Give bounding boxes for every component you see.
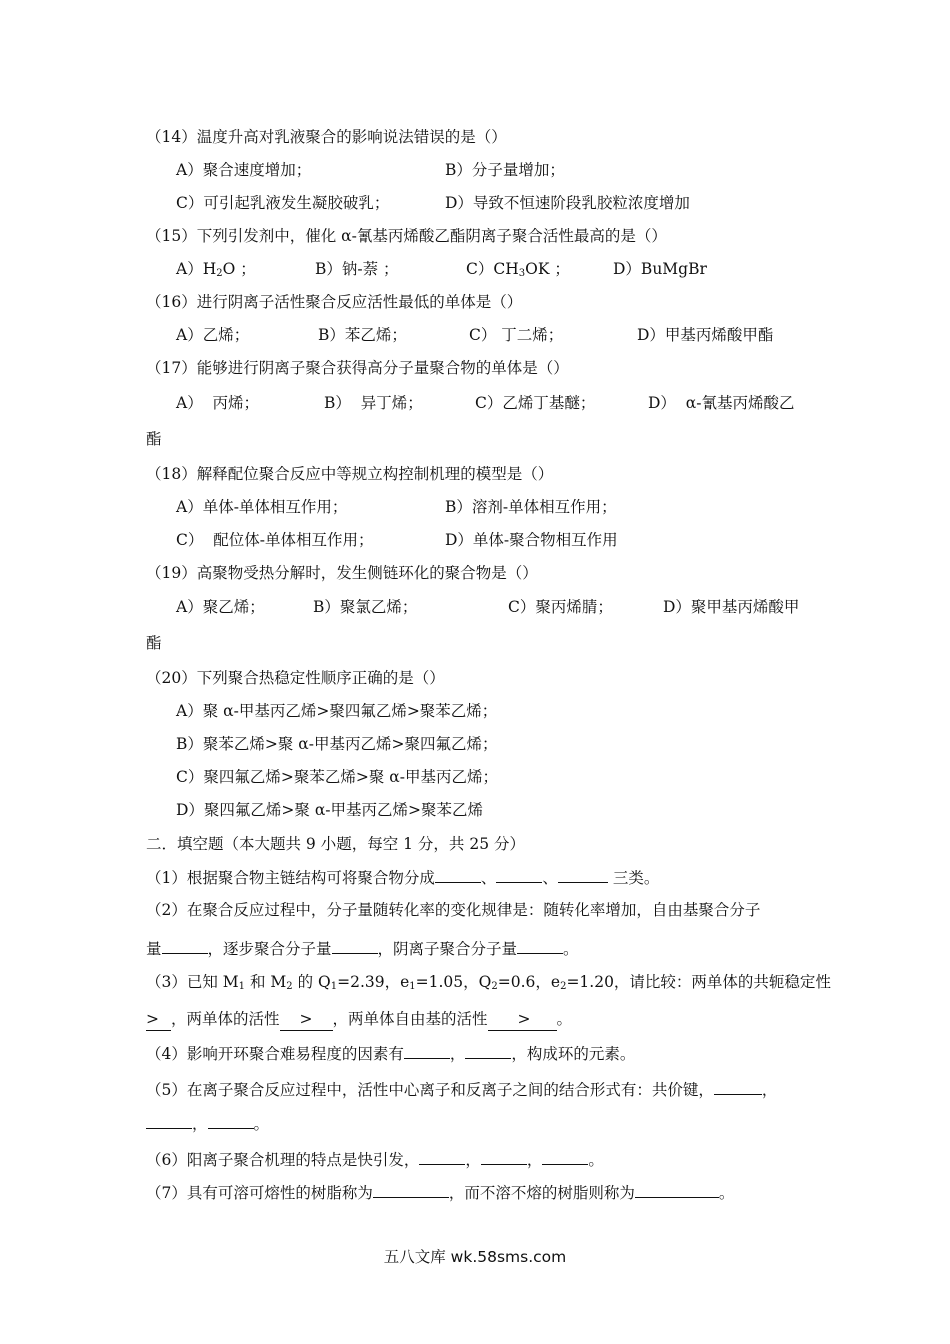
question-19-option-d: D）聚甲基丙烯酸甲 <box>663 598 800 616</box>
fill-6: （6）阳离子聚合机理的特点是快引发， ， ， 。 <box>146 1148 604 1171</box>
question-20-option-d: D）聚四氟乙烯>聚 α-甲基丙乙烯>聚苯乙烯 <box>176 801 484 819</box>
fill-5-blank-2 <box>146 1112 192 1129</box>
question-19-stem: （19）高聚物受热分解时，发生侧链环化的聚合物是（） <box>146 564 538 582</box>
question-20-stem: （20）下列聚合热稳定性顺序正确的是（） <box>146 669 445 687</box>
fill-3-answer-2: > <box>280 1008 333 1031</box>
question-17-option-a: A） 丙烯； <box>176 394 260 412</box>
fill-2-blank-1 <box>162 937 208 954</box>
footer-watermark: 五八文库 wk.58sms.com <box>383 1248 567 1266</box>
fill-4: （4）影响开环聚合难易程度的因素有 ， ，构成环的元素。 <box>146 1042 635 1065</box>
question-16-option-b: B）苯乙烯； <box>318 326 407 344</box>
question-20-option-a: A）聚 α-甲基丙乙烯>聚四氟乙烯>聚苯乙烯； <box>176 702 498 720</box>
fill-2-blank-2 <box>332 937 378 954</box>
question-14-option-a: A）聚合速度增加； <box>176 161 312 179</box>
question-16-option-d: D）甲基丙烯酸甲酯 <box>637 326 774 344</box>
question-20-option-b: B）聚苯乙烯>聚 α-甲基丙乙烯>聚四氟乙烯； <box>176 735 498 753</box>
fill-2-blank-3 <box>517 937 563 954</box>
fill-5-line-2: ， 。 <box>146 1112 269 1135</box>
question-14-stem: （14）温度升高对乳液聚合的影响说法错误的是（） <box>146 128 507 146</box>
question-19-option-d-continued: 酯 <box>146 634 162 652</box>
question-19-option-a: A）聚乙烯； <box>176 598 265 616</box>
fill-5-line-1: （5）在离子聚合反应过程中，活性中心离子和反离子之间的结合形式有：共价键， ， <box>146 1078 777 1101</box>
fill-3-answer-1: > <box>146 1008 171 1031</box>
question-17-option-b: B） 异丁烯； <box>324 394 423 412</box>
fill-6-blank-2 <box>481 1148 527 1165</box>
fill-2-line-2: 量 ，逐步聚合分子量 ，阴离子聚合分子量 。 <box>146 937 579 960</box>
fill-1-blank-1 <box>435 866 481 883</box>
fill-1: （1）根据聚合物主链结构可将聚合物分成 、 、 三类。 <box>146 866 659 889</box>
fill-7-blank-1 <box>373 1181 449 1198</box>
fill-1-blank-3 <box>558 866 608 883</box>
question-19-option-c: C）聚丙烯腈； <box>508 598 613 616</box>
question-15-option-c: $C)CH_3OK$ ； <box>466 260 570 279</box>
section-2-title: 二．填空题（本大题共 9 小题，每空 1 分，共 25 分） <box>146 835 526 853</box>
question-15-option-d: D）BuMgBr <box>613 260 707 278</box>
question-18-option-a: A）单体-单体相互作用； <box>176 498 348 516</box>
fill-7-blank-2 <box>635 1181 719 1198</box>
question-15-stem: （15）下列引发剂中，催化 α-氰基丙烯酸乙酯阴离子聚合活性最高的是（） <box>146 227 667 245</box>
fill-7: （7）具有可溶可熔性的树脂称为 ，而不溶不熔的树脂则称为 。 <box>146 1181 734 1204</box>
question-17-option-d-continued: 酯 <box>146 430 162 448</box>
question-14-option-c: C）可引起乳液发生凝胶破乳； <box>176 194 390 212</box>
fill-3-answer-3: > <box>488 1008 557 1031</box>
question-18-option-d: D）单体-聚合物相互作用 <box>445 531 618 549</box>
fill-3-line-1: （3）已知 $M_1$ 和 $M_2$ 的 $Q_1=2.39$，$e_1=1.05$，$Q_2=0.6$，$e_2=1.20$，请比较：两单体的共轭稳定性 <box>146 973 831 992</box>
question-16-option-c: C） 丁二烯； <box>469 326 564 344</box>
fill-5-blank-3 <box>208 1112 254 1129</box>
question-14-option-b: B）分子量增加； <box>445 161 565 179</box>
question-17-option-c: C）乙烯丁基醚； <box>475 394 596 412</box>
question-18-option-b: B）溶剂-单体相互作用； <box>445 498 617 516</box>
fill-4-blank-1 <box>404 1042 450 1059</box>
question-18-stem: （18）解释配位聚合反应中等规立构控制机理的模型是（） <box>146 465 554 483</box>
question-16-option-a: A）乙烯； <box>176 326 250 344</box>
question-14-option-d: D）导致不恒速阶段乳胶粒浓度增加 <box>445 194 690 212</box>
fill-6-blank-1 <box>419 1148 465 1165</box>
question-15-option-a: $A)H_2O$ ； <box>176 260 256 279</box>
question-17-stem: （17）能够进行阴离子聚合获得高分子量聚合物的单体是（） <box>146 359 569 377</box>
question-15-option-b: B）钠-萘 ； <box>315 260 399 278</box>
fill-4-blank-2 <box>465 1042 511 1059</box>
fill-5-blank-1 <box>714 1078 762 1095</box>
question-18-option-c: C） 配位体-单体相互作用； <box>176 531 374 549</box>
question-19-option-b: B）聚氯乙烯； <box>313 598 418 616</box>
question-16-stem: （16）进行阴离子活性聚合反应活性最低的单体是（） <box>146 293 523 311</box>
fill-6-blank-3 <box>542 1148 588 1165</box>
fill-3-line-2: > ，两单体的活性 > ，两单体自由基的活性 > 。 <box>146 1008 572 1031</box>
question-20-option-c: C）聚四氟乙烯>聚苯乙烯>聚 α-甲基丙乙烯； <box>176 768 498 786</box>
fill-1-blank-2 <box>496 866 542 883</box>
fill-2-line-1: （2）在聚合反应过程中，分子量随转化率的变化规律是：随转化率增加，自由基聚合分子 <box>146 901 761 919</box>
question-17-option-d: D） α-氰基丙烯酸乙 <box>648 394 795 412</box>
